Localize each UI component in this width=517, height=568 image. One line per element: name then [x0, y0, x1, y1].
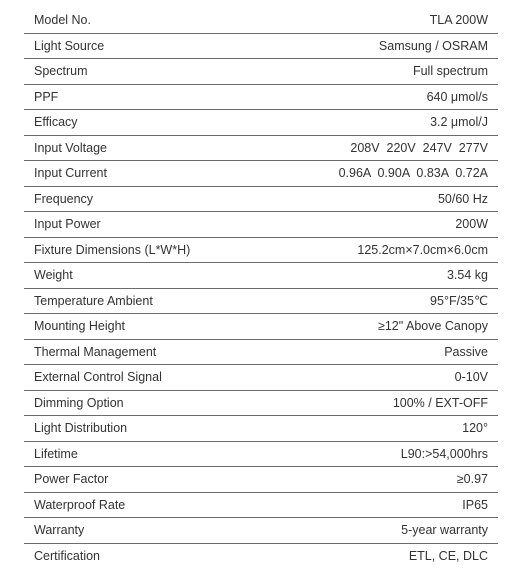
- spec-row-warranty: [24, 518, 498, 544]
- spec-label: Model No.: [34, 14, 91, 27]
- spec-row-weight: [24, 263, 498, 289]
- spec-row-input-voltage: [24, 136, 498, 162]
- spec-label: Mounting Height: [34, 320, 125, 333]
- spec-row-model: [24, 8, 498, 34]
- spec-value: 3.54 kg: [447, 269, 488, 282]
- spec-row-temperature-ambient: [24, 289, 498, 315]
- spec-value: 640 μmol/s: [427, 91, 488, 104]
- spec-label: Input Power: [34, 218, 101, 231]
- spec-value: 95°F/35℃: [430, 295, 488, 308]
- spec-value: 125.2cm×7.0cm×6.0cm: [357, 244, 488, 257]
- spec-row-fixture-dimensions: [24, 238, 498, 264]
- spec-value: IP65: [462, 499, 488, 512]
- spec-value: ≥12" Above Canopy: [378, 320, 488, 333]
- spec-label: Efficacy: [34, 116, 78, 129]
- spec-label: Power Factor: [34, 473, 108, 486]
- spec-row-ppf: [24, 85, 498, 111]
- spec-label: Waterproof Rate: [34, 499, 125, 512]
- spec-row-light-distribution: [24, 416, 498, 442]
- spec-value: Passive: [444, 346, 488, 359]
- spec-label: Temperature Ambient: [34, 295, 153, 308]
- spec-row-frequency: [24, 187, 498, 213]
- spec-value: 208V 220V 247V 277V: [350, 142, 488, 155]
- spec-label: Fixture Dimensions (L*W*H): [34, 244, 190, 257]
- spec-value: 5-year warranty: [401, 524, 488, 537]
- spec-label: Light Distribution: [34, 422, 127, 435]
- spec-row-certification: [24, 544, 498, 568]
- spec-value: 3.2 μmol/J: [430, 116, 488, 129]
- spec-label: Certification: [34, 550, 100, 563]
- spec-label: Spectrum: [34, 65, 88, 78]
- spec-row-external-control-signal: [24, 365, 498, 391]
- spec-label: Input Current: [34, 167, 107, 180]
- spec-label: PPF: [34, 91, 58, 104]
- spec-value: 0-10V: [455, 371, 488, 384]
- spec-label: Dimming Option: [34, 397, 124, 410]
- spec-row-input-current: [24, 161, 498, 187]
- spec-label: Warranty: [34, 524, 84, 537]
- spec-label: Light Source: [34, 40, 104, 53]
- spec-label: Input Voltage: [34, 142, 107, 155]
- spec-value: Full spectrum: [413, 65, 488, 78]
- spec-row-light-source: [24, 34, 498, 60]
- spec-value: 200W: [455, 218, 488, 231]
- spec-row-efficacy: [24, 110, 498, 136]
- spec-value: 50/60 Hz: [438, 193, 488, 206]
- spec-label: Thermal Management: [34, 346, 156, 359]
- spec-label: External Control Signal: [34, 371, 162, 384]
- spec-value: Samsung / OSRAM: [379, 40, 488, 53]
- spec-label: Frequency: [34, 193, 93, 206]
- spec-value: L90:>54,000hrs: [401, 448, 488, 461]
- spec-row-thermal-management: [24, 340, 498, 366]
- spec-value: TLA 200W: [430, 14, 488, 27]
- spec-label: Lifetime: [34, 448, 78, 461]
- spec-table: [24, 8, 498, 568]
- spec-row-dimming-option: [24, 391, 498, 417]
- spec-value: ≥0.97: [457, 473, 488, 486]
- spec-row-lifetime: [24, 442, 498, 468]
- spec-value: ETL, CE, DLC: [409, 550, 488, 563]
- spec-row-waterproof-rate: [24, 493, 498, 519]
- spec-value: 120°: [462, 422, 488, 435]
- spec-row-input-power: [24, 212, 498, 238]
- spec-value: 0.96A 0.90A 0.83A 0.72A: [339, 167, 488, 180]
- spec-value: 100% / EXT-OFF: [393, 397, 488, 410]
- spec-row-mounting-height: [24, 314, 498, 340]
- spec-row-spectrum: [24, 59, 498, 85]
- spec-row-power-factor: [24, 467, 498, 493]
- spec-label: Weight: [34, 269, 73, 282]
